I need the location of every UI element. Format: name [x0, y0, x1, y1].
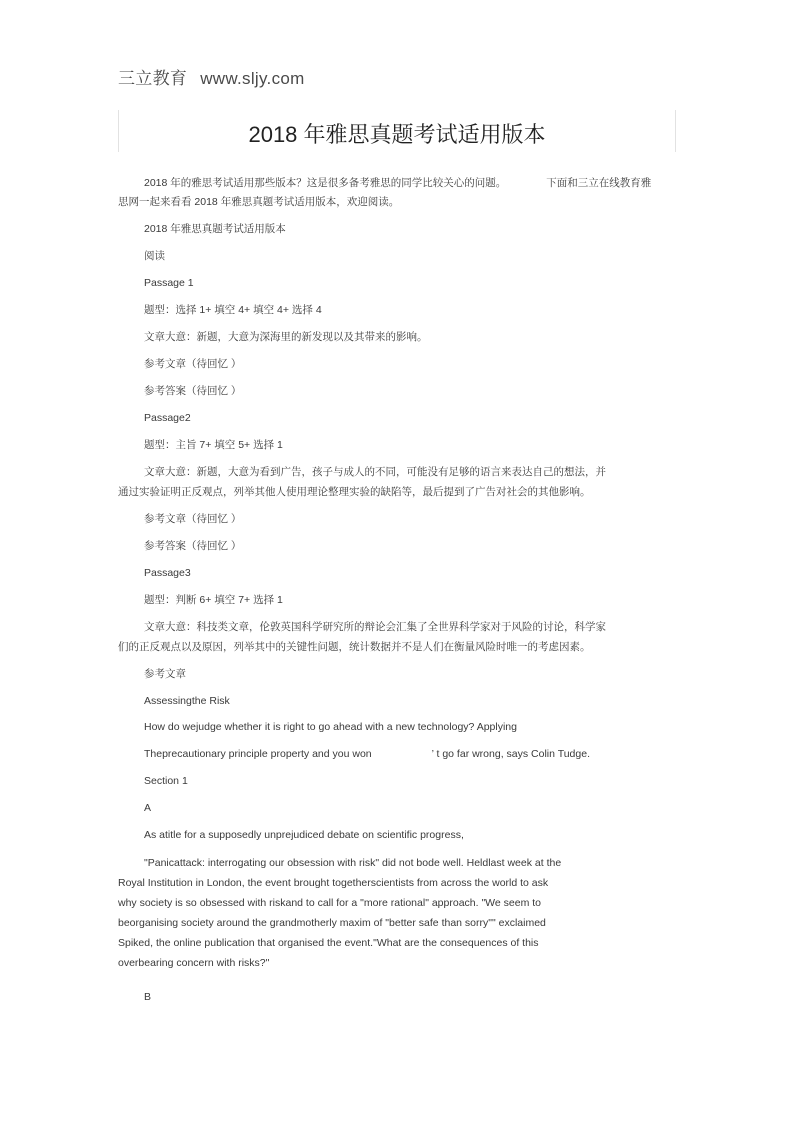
body-line: 题型：选择 1+ 填空 4+ 填空 4+ 选择 4	[144, 304, 322, 316]
body-line: 题型：判断 6+ 填空 7+ 选择 1	[144, 594, 283, 606]
body-line: 文章大意：新题，大意为深海里的新发现以及其带来的影响。	[144, 331, 428, 343]
paragraph-label: B	[144, 991, 152, 1003]
header-brand	[118, 64, 305, 89]
passage-heading: Passage3	[144, 567, 191, 579]
body-line: 题型：主旨 7+ 填空 5+ 选择 1	[144, 439, 283, 451]
brand-name: 三立教育	[118, 69, 188, 88]
article-title: Assessingthe Risk	[144, 695, 230, 707]
passage-heading: Passage2	[144, 412, 191, 424]
article-text-a: Theprecautionary principle property and you won	[144, 748, 372, 760]
p3-summary-line-2: 们的正反观点以及原因，列举其中的关键性问题，统计数据并不是人们在衡量风险时唯一的考虑因素。	[118, 641, 591, 653]
article-line	[144, 747, 590, 761]
article-line: As atitle for a supposedly unprejudiced debate on scientific progress,	[144, 829, 464, 841]
p2-summary-line-2: 通过实验证明正反观点，列举其他人使用理论整理实验的缺陷等，最后提到了广告对社会的其他影响。	[118, 486, 591, 498]
paragraph-label: A	[144, 802, 152, 814]
article-line: How do wejudge whether it is right to go ahead with a new technology? Applying	[144, 721, 517, 733]
body-line: 参考答案（待回忆 ）	[144, 385, 242, 397]
ref-label: 参考文章	[144, 668, 186, 680]
intro-line-2: 思网一起来看看 2018 年雅思真题考试适用版本，欢迎阅读。	[118, 196, 400, 208]
passage-heading: Passage 1	[144, 277, 194, 289]
intro-text-b: 下面和三立在线教育雅	[546, 177, 652, 189]
para-a-line: Royal Institution in London, the event brought togetherscientists from across the world to ask	[118, 877, 549, 889]
body-line: 参考答案（待回忆 ）	[144, 540, 242, 552]
body-line: 参考文章（待回忆 ）	[144, 358, 242, 370]
article-text-b: ’ t go far wrong, says Colin Tudge.	[431, 748, 590, 760]
section-heading: Section 1	[144, 775, 188, 787]
intro-text-a: 2018 年的雅思考试适用那些版本？这是很多备考雅思的同学比较关心的问题。	[144, 177, 507, 189]
para-a-line: Spiked, the online publication that organised the event."What are the consequences of this	[118, 937, 539, 949]
p3-summary-line-1: 文章大意：科技类文章，伦敦英国科学研究所的辩论会汇集了全世界科学家对于风险的讨论，科学家	[144, 621, 606, 633]
para-a-line: beorganising society around the grandmotherly maxim of "better safe than sorry"" exclaimed	[118, 917, 546, 929]
page-title: 2018 年雅思真题考试适用版本	[248, 122, 546, 147]
body-line: 2018 年雅思真题考试适用版本	[144, 223, 286, 235]
para-a-line: "Panicattack: interrogating our obsession with risk" did not bode well. Heldlast week at the	[144, 857, 562, 869]
para-a-line: overbearing concern with risks?"	[118, 957, 270, 969]
p2-summary-line-1: 文章大意：新题，大意为看到广告，孩子与成人的不同，可能没有足够的语言来表达自己的想法，并	[144, 466, 606, 478]
para-a-line: why society is so obsessed with riskand to call for a "more rational" approach. "We seem to	[118, 897, 542, 909]
intro-line-1	[144, 176, 651, 190]
body-line: 阅读	[144, 250, 165, 262]
brand-url[interactable]: www.sljy.com	[200, 69, 305, 88]
body-line: 参考文章（待回忆 ）	[144, 513, 242, 525]
